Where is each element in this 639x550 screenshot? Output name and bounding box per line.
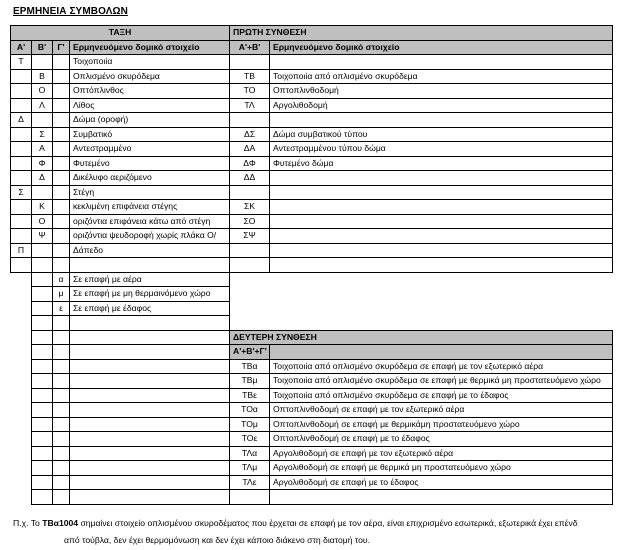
page-title: ΕΡΜΗΝΕΙΑ ΣΥΜΒΟΛΩΝ bbox=[13, 6, 128, 17]
cell-desc2 bbox=[270, 113, 613, 128]
table-row bbox=[11, 258, 613, 273]
cell-desc2: Δώμα συμβατικού τύπου bbox=[270, 127, 613, 142]
cell-g bbox=[53, 156, 70, 171]
table-row bbox=[11, 171, 613, 186]
cell-b bbox=[32, 258, 53, 273]
cell-b: Σ bbox=[32, 127, 53, 142]
cell-g bbox=[53, 243, 70, 258]
table-row bbox=[11, 156, 613, 171]
header-row-1 bbox=[11, 26, 613, 41]
cell-desc bbox=[70, 258, 230, 273]
cell-desc: Σε επαφή με αέρα bbox=[70, 272, 230, 287]
cell-a bbox=[11, 69, 32, 84]
header-ab: Α'+Β' bbox=[230, 40, 270, 55]
symbols-table-wrapper bbox=[10, 25, 613, 505]
table-row bbox=[11, 272, 613, 287]
header-row-2 bbox=[11, 40, 613, 55]
cell-desc: οριζόντια επιφάνεια κάτω από στέγη bbox=[70, 214, 230, 229]
cell-g bbox=[53, 55, 70, 70]
cell-b bbox=[32, 185, 53, 200]
cell-code bbox=[230, 185, 270, 200]
table-row bbox=[11, 243, 613, 258]
cell-g bbox=[53, 229, 70, 244]
cell-code: ΤΒε bbox=[230, 388, 270, 403]
table-row bbox=[11, 229, 613, 244]
cell-g bbox=[53, 185, 70, 200]
cell-code bbox=[230, 243, 270, 258]
second-subheader-row bbox=[11, 345, 613, 360]
cell-code bbox=[230, 258, 270, 273]
cell-desc2: Αργολιθοδομή bbox=[270, 98, 613, 113]
table-row bbox=[11, 388, 613, 403]
cell-a bbox=[11, 171, 32, 186]
cell-code: ΤΒμ bbox=[230, 374, 270, 389]
cell-code: ΤΛα bbox=[230, 446, 270, 461]
cell-b: Β bbox=[32, 69, 53, 84]
cell-b bbox=[32, 243, 53, 258]
cell-code: ΔΣ bbox=[230, 127, 270, 142]
cell-code: ΤΟ bbox=[230, 84, 270, 99]
cell-code: ΤΛε bbox=[230, 475, 270, 490]
cell-desc2 bbox=[270, 214, 613, 229]
cell-code: ΤΟε bbox=[230, 432, 270, 447]
header-deuteri: ΔΕΥΤΕΡΗ ΣΥΝΘΕΣΗ bbox=[230, 330, 613, 345]
cell-a bbox=[11, 200, 32, 215]
cell-desc: κεκλιμένη επιφάνεια στέγης bbox=[70, 200, 230, 215]
cell-code: ΤΟα bbox=[230, 403, 270, 418]
cell-b: Ο bbox=[32, 84, 53, 99]
header-desc2: Ερμηνευόμενο δομικό στοιχείο bbox=[270, 40, 613, 55]
cell-g: α bbox=[53, 272, 70, 287]
table-row bbox=[11, 417, 613, 432]
table-row bbox=[11, 301, 613, 316]
cell-a bbox=[11, 258, 32, 273]
table-row bbox=[11, 98, 613, 113]
cell-b: Ο bbox=[32, 214, 53, 229]
cell-a bbox=[11, 214, 32, 229]
cell-desc2: Οπτοπλινθοδομή bbox=[270, 84, 613, 99]
cell-a: Π bbox=[11, 243, 32, 258]
cell-a bbox=[11, 229, 32, 244]
cell-desc: Δώμα (οροφή) bbox=[70, 113, 230, 128]
table-row bbox=[11, 475, 613, 490]
cell-code: ΤΒα bbox=[230, 359, 270, 374]
header-abg: Α'+Β'+Γ' bbox=[230, 345, 270, 360]
cell-desc2 bbox=[270, 258, 613, 273]
table-row bbox=[11, 127, 613, 142]
table-row bbox=[11, 432, 613, 447]
cell-desc: Τοιχοποιία bbox=[70, 55, 230, 70]
cell-a bbox=[11, 142, 32, 157]
cell-b: Λ bbox=[32, 98, 53, 113]
cell-g bbox=[53, 171, 70, 186]
table-row bbox=[11, 200, 613, 215]
header-proti: ΠΡΩΤΗ ΣΥΝΘΕΣΗ bbox=[230, 26, 613, 41]
cell-g bbox=[53, 69, 70, 84]
table-row bbox=[11, 69, 613, 84]
cell-code: ΣΚ bbox=[230, 200, 270, 215]
cell-desc: Σε επαφή με μη θερμαινόμενο χώρο bbox=[70, 287, 230, 302]
cell-b: Κ bbox=[32, 200, 53, 215]
cell-code: ΣΟ bbox=[230, 214, 270, 229]
table-row bbox=[11, 55, 613, 70]
cell-desc2 bbox=[270, 55, 613, 70]
cell-a: Σ bbox=[11, 185, 32, 200]
table-row bbox=[11, 214, 613, 229]
note-code: ΤΒα1004 bbox=[42, 518, 79, 528]
cell-desc2: Τοιχοποιία από οπλισμένο σκυρόδεμα σε επαφή με τον εξωτερικό αέρα bbox=[270, 359, 613, 374]
cell-g: μ bbox=[53, 287, 70, 302]
note-prefix: Π.χ. Το bbox=[13, 518, 43, 528]
header-g: Γ' bbox=[53, 40, 70, 55]
cell-desc: Αντεστραμμένο bbox=[70, 142, 230, 157]
cell-desc: Οπτόπλινθος bbox=[70, 84, 230, 99]
cell-g: ε bbox=[53, 301, 70, 316]
cell-desc2: Οπτοπλινθοδομή σε επαφή με τον εξωτερικό αέρα bbox=[270, 403, 613, 418]
cell-a bbox=[11, 84, 32, 99]
cell-desc2: Οπτοπλινθοδομή σε επαφή με το έδαφος bbox=[270, 432, 613, 447]
cell-a: Τ bbox=[11, 55, 32, 70]
cell-code: ΔΔ bbox=[230, 171, 270, 186]
header-desc: Ερμηνευόμενο δομικό στοιχείο bbox=[70, 40, 230, 55]
example-note bbox=[13, 518, 578, 528]
cell-g bbox=[53, 142, 70, 157]
cell-b: Φ bbox=[32, 156, 53, 171]
cell-g bbox=[53, 127, 70, 142]
cell-code: ΔΑ bbox=[230, 142, 270, 157]
cell-desc: Οπλισμένο σκυρόδεμα bbox=[70, 69, 230, 84]
cell-code bbox=[230, 55, 270, 70]
cell-a: Δ bbox=[11, 113, 32, 128]
cell-desc: οριζόντια ψευδοροφή χωρίς πλάκα Ο/ bbox=[70, 229, 230, 244]
note-line1: σημαίνει στοιχείο οπλισμένου σκυροδέματος που έρχεται σε επαφή με τον αέρα, είναι επιχρισμένο εσωτερικά, εξωτερικά έχει επένδ bbox=[78, 518, 578, 528]
cell-a bbox=[11, 127, 32, 142]
cell-g bbox=[53, 113, 70, 128]
table-row bbox=[11, 403, 613, 418]
table-row bbox=[11, 185, 613, 200]
cell-code: ΤΟμ bbox=[230, 417, 270, 432]
header-b: Β' bbox=[32, 40, 53, 55]
cell-desc2 bbox=[270, 200, 613, 215]
cell-g bbox=[53, 214, 70, 229]
header-taxi: ΤΑΞΗ bbox=[11, 26, 230, 41]
note-line2: από τούβλα, δεν έχει θερμομόνωση και δεν έχει κάποιο διάκενο στη διατομή του. bbox=[64, 535, 371, 545]
cell-desc2 bbox=[270, 243, 613, 258]
table-row bbox=[11, 113, 613, 128]
cell-desc2: Φυτεμένο δώμα bbox=[270, 156, 613, 171]
cell-desc: Φυτεμένο bbox=[70, 156, 230, 171]
cell-desc: Δάπεδο bbox=[70, 243, 230, 258]
table-row bbox=[11, 461, 613, 476]
cell-g bbox=[53, 84, 70, 99]
cell-b: Δ bbox=[32, 171, 53, 186]
table-row bbox=[11, 359, 613, 374]
cell-desc2: Αργολιθοδομή σε επαφή με τον εξωτερικό αέρα bbox=[270, 446, 613, 461]
cell-desc2: Τοιχοποιία από οπλισμένο σκυρόδεμα bbox=[270, 69, 613, 84]
cell-desc2: Αργολιθοδομή σε επαφή με το έδαφος bbox=[270, 475, 613, 490]
cell-desc2 bbox=[270, 229, 613, 244]
table-row bbox=[11, 287, 613, 302]
symbols-table bbox=[10, 25, 613, 505]
cell-desc: Λίθος bbox=[70, 98, 230, 113]
cell-b: Ψ bbox=[32, 229, 53, 244]
cell-a bbox=[11, 156, 32, 171]
header-a: Α' bbox=[11, 40, 32, 55]
table-row bbox=[11, 142, 613, 157]
cell-g bbox=[53, 98, 70, 113]
table-row bbox=[11, 374, 613, 389]
cell-desc2 bbox=[270, 171, 613, 186]
cell-g bbox=[53, 258, 70, 273]
cell-code: ΣΨ bbox=[230, 229, 270, 244]
cell-desc: Δικέλυφο αεριζόμενο bbox=[70, 171, 230, 186]
table-row bbox=[11, 446, 613, 461]
cell-desc: Συμβατικό bbox=[70, 127, 230, 142]
cell-b bbox=[32, 55, 53, 70]
cell-code: ΤΛ bbox=[230, 98, 270, 113]
cell-g bbox=[53, 200, 70, 215]
table-row bbox=[11, 84, 613, 99]
cell-code: ΤΒ bbox=[230, 69, 270, 84]
cell-desc2: Αργολιθοδομή σε επαφή με θερμικά μη προστατευόμενο χώρο bbox=[270, 461, 613, 476]
second-header-row bbox=[11, 330, 613, 345]
cell-b bbox=[32, 113, 53, 128]
cell-desc2: Τοιχοποιία από οπλισμένο σκυρόδεμα σε επαφή με θερμικά μη προστατευόμενο χώρο bbox=[270, 374, 613, 389]
cell-code: ΔΦ bbox=[230, 156, 270, 171]
cell-desc2: Οπτοπλινθοδομή σε επαφή με θερμικάμη προστατευόμενο χώρο bbox=[270, 417, 613, 432]
cell-code: ΤΛμ bbox=[230, 461, 270, 476]
cell-desc2: Τοιχοποιία από οπλισμένο σκυρόδεμα σε επαφή με το έδαφος bbox=[270, 388, 613, 403]
cell-b: Α bbox=[32, 142, 53, 157]
cell-a bbox=[11, 98, 32, 113]
cell-desc: Σε επαφή με έδαφος bbox=[70, 301, 230, 316]
cell-desc2: Αντεστραμμένου τύπου δώμα bbox=[270, 142, 613, 157]
cell-desc2 bbox=[270, 185, 613, 200]
cell-code bbox=[230, 113, 270, 128]
cell-desc: Στέγη bbox=[70, 185, 230, 200]
